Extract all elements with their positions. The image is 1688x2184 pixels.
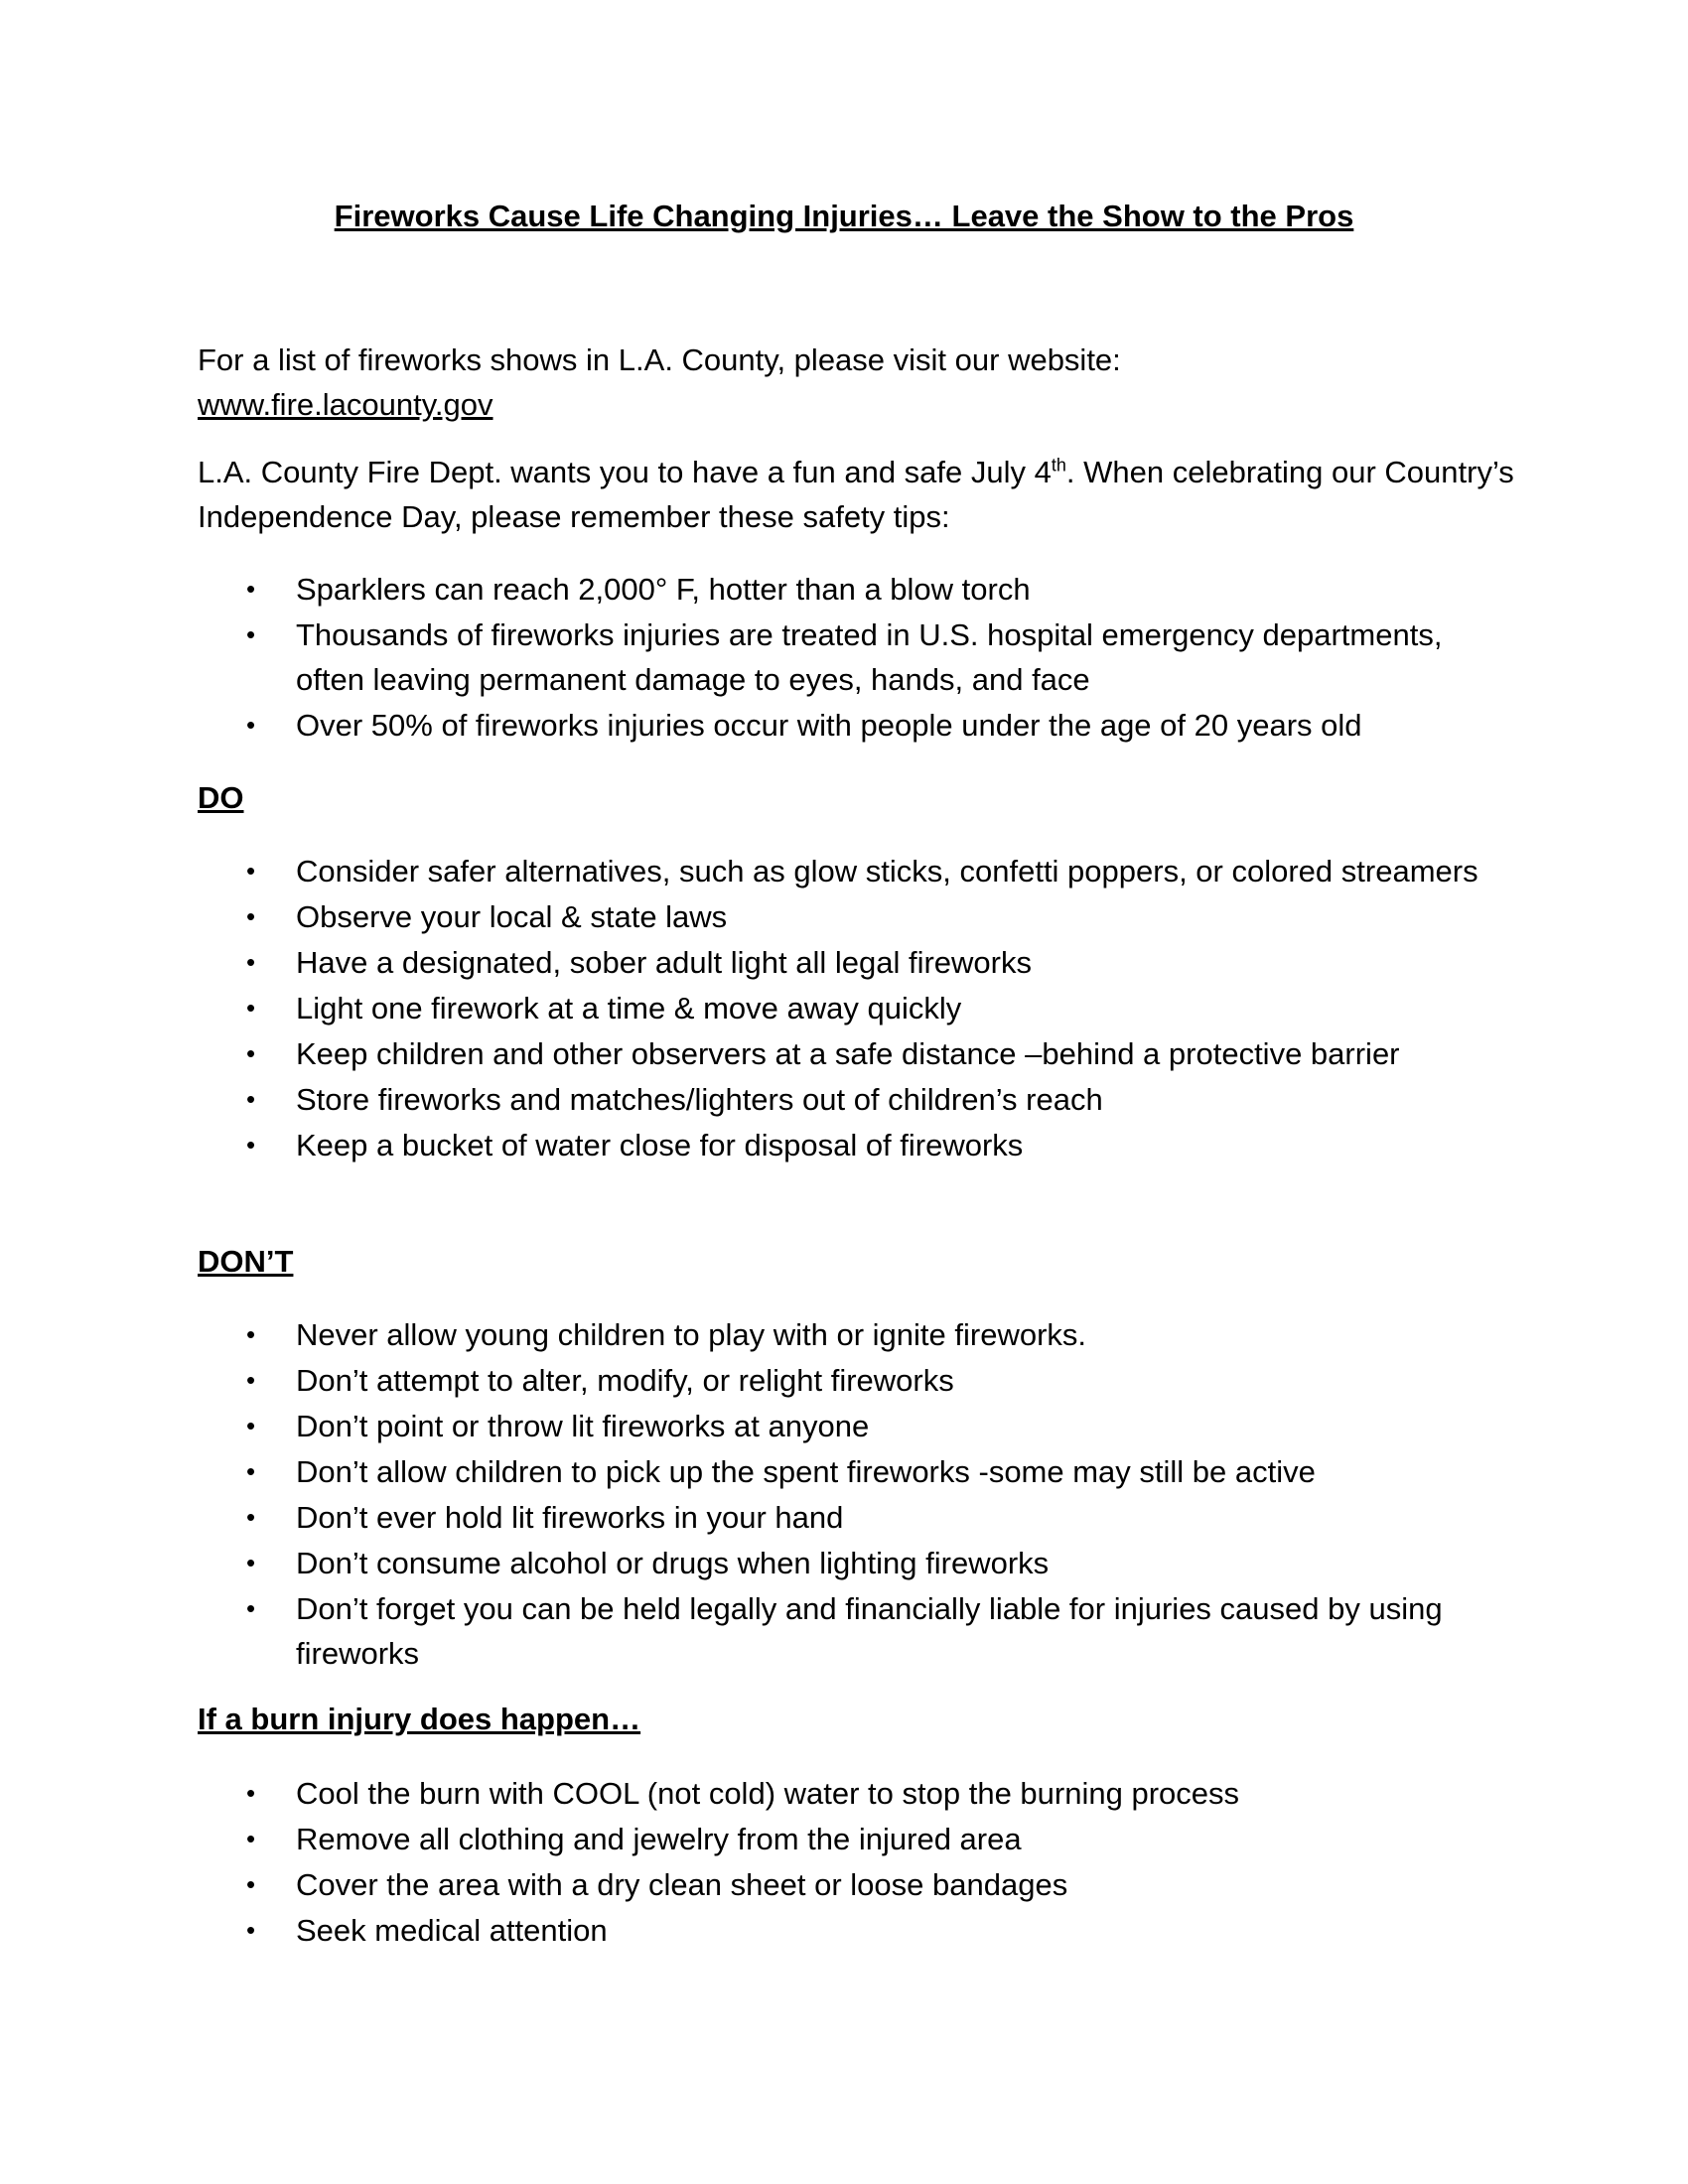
bullet-icon: • bbox=[246, 1778, 256, 1808]
list-item-text: Keep a bucket of water close for disposal of fireworks bbox=[296, 1128, 1024, 1162]
visit-text: For a list of fireworks shows in L.A. County, please visit our website: bbox=[198, 342, 1121, 377]
list-item bbox=[0, 849, 1517, 893]
list-item bbox=[0, 1404, 1517, 1448]
dont-heading: DON’T bbox=[198, 1244, 294, 1279]
list-item-text: Cool the burn with COOL (not cold) water to stop the burning process bbox=[296, 1776, 1239, 1811]
list-item-text: Don’t allow children to pick up the spent fireworks -some may still be active bbox=[296, 1454, 1316, 1489]
bullet-icon: • bbox=[246, 901, 256, 931]
list-item-text: Have a designated, sober adult light all legal fireworks bbox=[296, 945, 1032, 980]
list-item-text: Don’t point or throw lit fireworks at anyone bbox=[296, 1409, 870, 1443]
bullet-icon: • bbox=[246, 1456, 256, 1486]
list-item-text: Don’t forget you can be held legally and financially liable for injuries caused by using fireworks bbox=[296, 1591, 1443, 1671]
bullet-icon: • bbox=[246, 1915, 256, 1945]
list-item bbox=[0, 1541, 1517, 1585]
intro-superscript: th bbox=[1051, 455, 1066, 476]
burn-heading: If a burn injury does happen… bbox=[198, 1702, 641, 1736]
list-item-text: Seek medical attention bbox=[296, 1913, 608, 1948]
bullet-icon: • bbox=[246, 1502, 256, 1532]
list-item bbox=[0, 1495, 1517, 1540]
list-item-text: Store fireworks and matches/lighters out of children’s reach bbox=[296, 1082, 1103, 1117]
burn-list bbox=[0, 1771, 1688, 1954]
list-item bbox=[0, 1908, 1517, 1953]
list-item bbox=[0, 986, 1517, 1030]
bullet-icon: • bbox=[246, 574, 256, 604]
page-title: Fireworks Cause Life Changing Injuries… Leave the Show to the Pros bbox=[334, 199, 1354, 233]
bullet-icon: • bbox=[246, 1869, 256, 1899]
list-item-text: Consider safer alternatives, such as glow sticks, confetti poppers, or colored streamers bbox=[296, 854, 1478, 888]
list-item bbox=[0, 1123, 1517, 1167]
list-item bbox=[0, 1862, 1517, 1907]
list-item bbox=[0, 1312, 1517, 1357]
list-item bbox=[0, 703, 1517, 748]
list-item bbox=[0, 940, 1517, 985]
website-link[interactable]: www.fire.lacounty.gov bbox=[198, 387, 493, 422]
intro-text-continued: . When celebrating our Country’s Independence Day, please remember these safety tips: bbox=[198, 455, 1514, 534]
list-item-text: Never allow young children to play with or ignite fireworks. bbox=[296, 1317, 1087, 1352]
bullet-icon: • bbox=[246, 856, 256, 886]
list-item-text: Light one firework at a time & move away quickly bbox=[296, 991, 962, 1025]
safety-tips-list bbox=[0, 567, 1688, 749]
list-item bbox=[0, 1031, 1517, 1076]
bullet-icon: • bbox=[246, 1130, 256, 1160]
list-item bbox=[0, 894, 1517, 939]
bullet-icon: • bbox=[246, 710, 256, 740]
dont-list bbox=[0, 1312, 1688, 1677]
intro-paragraph bbox=[198, 450, 1528, 539]
bullet-icon: • bbox=[246, 1084, 256, 1114]
bullet-icon: • bbox=[246, 1548, 256, 1577]
bullet-icon: • bbox=[246, 1365, 256, 1395]
list-item-text: Thousands of fireworks injuries are treated in U.S. hospital emergency departments, often leaving permanent damage to eyes, hands, and face bbox=[296, 617, 1443, 697]
list-item bbox=[0, 1771, 1517, 1816]
list-item bbox=[0, 567, 1517, 612]
list-item bbox=[0, 1077, 1517, 1122]
bullet-icon: • bbox=[246, 1319, 256, 1349]
list-item-text: Remove all clothing and jewelry from the injured area bbox=[296, 1822, 1022, 1856]
bullet-icon: • bbox=[246, 1593, 256, 1623]
list-item-text: Don’t ever hold lit fireworks in your hand bbox=[296, 1500, 844, 1535]
list-item-text: Over 50% of fireworks injuries occur with people under the age of 20 years old bbox=[296, 708, 1362, 743]
list-item-text: Observe your local & state laws bbox=[296, 899, 728, 934]
bullet-icon: • bbox=[246, 619, 256, 649]
intro-text: L.A. County Fire Dept. wants you to have a fun and safe July 4 bbox=[198, 455, 1052, 489]
bullet-icon: • bbox=[246, 947, 256, 977]
list-item-text: Don’t consume alcohol or drugs when lighting fireworks bbox=[296, 1546, 1050, 1580]
bullet-icon: • bbox=[246, 993, 256, 1023]
list-item-text: Sparklers can reach 2,000° F, hotter than a blow torch bbox=[296, 572, 1031, 607]
visit-paragraph bbox=[198, 338, 1528, 427]
do-heading: DO bbox=[198, 780, 244, 815]
list-item-text: Don’t attempt to alter, modify, or relight fireworks bbox=[296, 1363, 954, 1398]
list-item-text: Cover the area with a dry clean sheet or loose bandages bbox=[296, 1867, 1068, 1902]
list-item bbox=[0, 613, 1517, 702]
list-item bbox=[0, 1358, 1517, 1403]
bullet-icon: • bbox=[246, 1038, 256, 1068]
do-list bbox=[0, 849, 1688, 1168]
bullet-icon: • bbox=[246, 1824, 256, 1853]
list-item bbox=[0, 1817, 1517, 1861]
list-item-text: Keep children and other observers at a safe distance –behind a protective barrier bbox=[296, 1036, 1400, 1071]
bullet-icon: • bbox=[246, 1411, 256, 1440]
list-item bbox=[0, 1586, 1517, 1676]
list-item bbox=[0, 1449, 1517, 1494]
